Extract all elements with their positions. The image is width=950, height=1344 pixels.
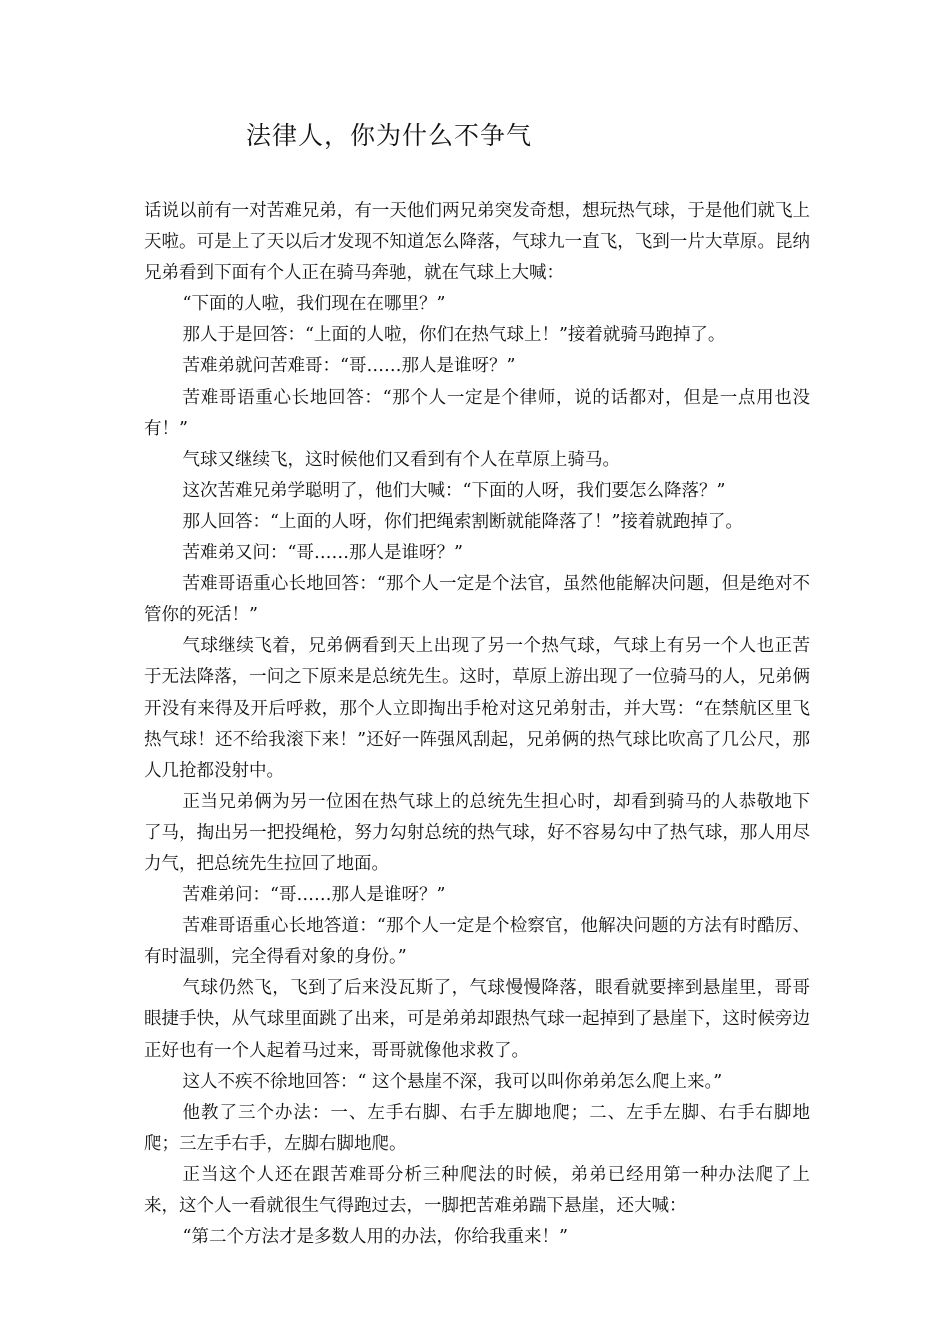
paragraph: 苦难弟就问苦难哥：“哥……那人是谁呀？” (182, 356, 516, 377)
paragraph: “下面的人啦，我们现在在哪里？” (182, 294, 446, 315)
paragraph: 正当兄弟俩为另一位困在热气球上的总统先生担心时，却看到骑马的人恭敬地下了马，掏出另一把投绳枪，努力勾射总统的热气球，好不容易勾中了热气球，那人用尽力气，把总统先生拉回了地面。 (144, 791, 810, 874)
document-body (144, 196, 810, 1253)
paragraph: 苦难弟问：“哥……那人是谁呀？” (182, 885, 446, 906)
paragraph: 苦难哥语重心长地答道：“那个人一定是个检察官，他解决问题的方法有时酷厉、有时温驯，完全得看对象的身份。” (144, 916, 810, 968)
paragraph: 他教了三个办法：一、左手右脚、右手左脚地爬；二、左手左脚、右手右脚地爬；三左手右手，左脚右脚地爬。 (144, 1102, 810, 1154)
paragraph: 苦难哥语重心长地回答：“那个人一定是个法官，虽然他能解决问题，但是绝对不管你的死活！” (144, 574, 810, 626)
paragraph: 气球又继续飞，这时候他们又看到有个人在草原上骑马。 (182, 449, 620, 470)
paragraph: 苦难弟又问：“哥……那人是谁呀？” (182, 543, 463, 564)
paragraph: 这次苦难兄弟学聪明了，他们大喊：“下面的人呀，我们要怎么降落？” (182, 480, 726, 501)
paragraph: 那人于是回答：“上面的人啦，你们在热气球上！”接着就骑马跑掉了。 (182, 325, 726, 346)
paragraph: “第二个方法才是多数人用的办法，你给我重来！” (182, 1227, 568, 1248)
paragraph: 这人不疾不徐地回答：“ 这个悬崖不深，我可以叫你弟弟怎么爬上来。” (182, 1071, 723, 1092)
paragraph: 苦难哥语重心长地回答：“那个人一定是个律师，说的话都对，但是一点用也没有！” (144, 387, 810, 439)
paragraph: 气球继续飞着，兄弟俩看到天上出现了另一个热气球，气球上有另一个人也正苦于无法降落，一问之下原来是总统先生。这时，草原上游出现了一位骑马的人，兄弟俩开没有来得及开后呼救，那个人立即掏出手枪对这兄弟射击，并大骂：“在禁航区里飞热气球！还不给我滚下来！”还好一阵强风刮起，兄弟俩的热气球比吹高了几公尺，那人几抢都没射中。 (144, 636, 810, 781)
document-title: 法律人，你为什么不争气 (246, 121, 533, 150)
paragraph: 气球仍然飞，飞到了后来没瓦斯了，气球慢慢降落，眼看就要摔到悬崖里，哥哥眼捷手快，从气球里面跳了出来，可是弟弟却跟热气球一起掉到了悬崖下，这时候旁边正好也有一个人起着马过来，哥哥就像他求救了。 (144, 978, 810, 1061)
paragraph: 正当这个人还在跟苦难哥分析三种爬法的时候，弟弟已经用第一种办法爬了上来，这个人一看就很生气得跑过去，一脚把苦难弟踹下悬崖，还大喊： (144, 1164, 810, 1216)
paragraph: 那人回答：“上面的人呀，你们把绳索割断就能降落了！”接着就跑掉了。 (182, 511, 743, 532)
paragraph: 话说以前有一对苦难兄弟，有一天他们两兄弟突发奇想，想玩热气球，于是他们就飞上天啦。可是上了天以后才发现不知道怎么降落，气球九一直飞，飞到一片大草原。昆纳兄弟看到下面有个人正在骑马奔驰，就在气球上大喊： (144, 201, 810, 284)
